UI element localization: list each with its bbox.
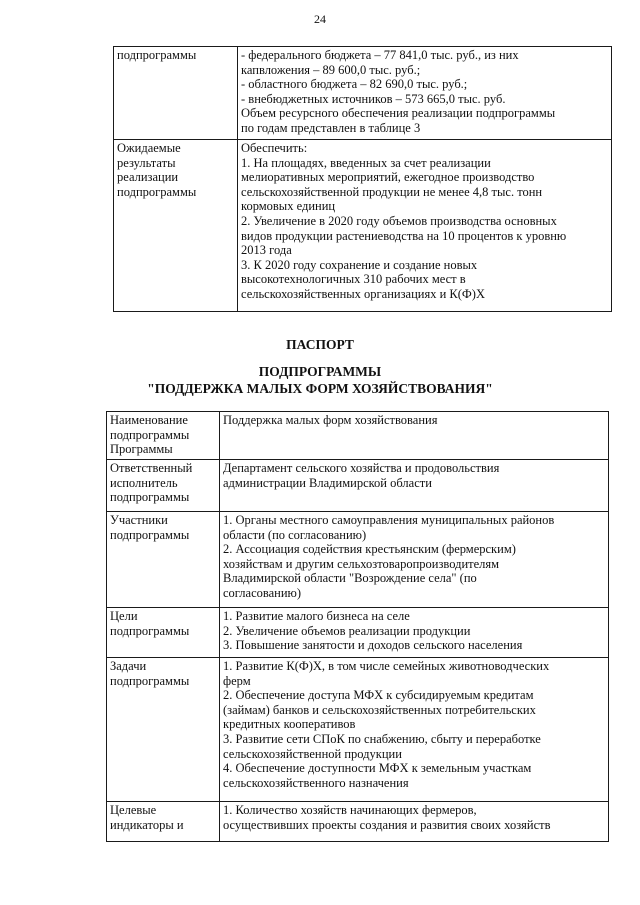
content-line: администрации Владимирской области	[223, 475, 432, 490]
content-line: осуществивших проекты создания и развития своих хозяйств	[223, 817, 551, 832]
label-line: подпрограммы	[117, 184, 197, 199]
row-label	[107, 412, 220, 460]
passport-subtitle-2: "ПОДДЕРЖКА МАЛЫХ ФОРМ ХОЗЯЙСТВОВАНИЯ"	[147, 381, 493, 396]
content-line: 1. Развитие малого бизнеса на селе	[223, 609, 410, 623]
row-label	[107, 802, 220, 842]
row-content	[238, 47, 612, 140]
label-line: результаты	[117, 155, 176, 170]
row-content	[220, 512, 609, 608]
row-content	[220, 608, 609, 658]
content-line: согласованию)	[223, 585, 302, 600]
content-line: сельскохозяйственной продукции	[223, 746, 402, 761]
content-line: мелиоративных мероприятий, ежегодное производство	[241, 170, 535, 185]
label-line: Задачи	[110, 659, 147, 673]
row-content	[220, 658, 609, 802]
content-line: хозяйствам и другим сельхозтоваропроизводителям	[223, 556, 500, 571]
content-line: высокотехнологичных 310 рабочих мест в	[241, 272, 466, 287]
content-line: 2. Увеличение объемов реализации продукции	[223, 623, 471, 638]
label-line: Участники	[110, 513, 168, 527]
content-line: 1. Органы местного самоуправления муниципальных районов	[223, 513, 555, 527]
content-line: 1. На площадях, введенных за счет реализации	[241, 155, 491, 170]
label-line: индикаторы и	[110, 817, 184, 832]
label-line: Ожидаемые	[117, 141, 181, 155]
label-line: Наименование	[110, 413, 188, 427]
program-continuation-table	[113, 46, 612, 312]
label-line: подпрограммы	[110, 527, 190, 542]
content-line: сельскохозяйственной продукции не менее 4,8 тыс. тонн	[241, 184, 543, 199]
content-line: 1. Развитие К(Ф)Х, в том числе семейных животноводческих	[223, 659, 550, 673]
content-line: Объем ресурсного обеспечения реализации подпрограммы	[241, 106, 556, 121]
content-line: 3. К 2020 году сохранение и создание новых	[241, 257, 478, 272]
content-line: области (по согласованию)	[223, 527, 367, 542]
content-line: 3. Повышение занятости и доходов сельского населения	[223, 638, 523, 653]
label-line: исполнитель	[110, 475, 178, 490]
content-line: (займам) банков и сельскохозяйственных потребительских	[223, 702, 536, 717]
page-number: 24	[314, 12, 326, 26]
content-line: видов продукции растениеводства на 10 процентов к уровню	[241, 228, 567, 243]
content-line: Владимирской области "Возрождение села" (по	[223, 571, 477, 586]
label-line: Программы	[110, 442, 173, 457]
label-line: подпрограммы	[117, 48, 197, 62]
passport-subtitle-1: ПОДПРОГРАММЫ	[258, 364, 382, 379]
content-line: по годам представлен в таблице 3	[241, 120, 421, 135]
content-line: - областного бюджета – 82 690,0 тыс. руб.;	[241, 77, 468, 92]
subprogram-passport-table	[106, 411, 609, 842]
row-content	[238, 140, 612, 312]
table-row	[107, 412, 609, 460]
row-content	[220, 412, 609, 460]
content-line: кормовых единиц	[241, 199, 336, 214]
row-label	[107, 608, 220, 658]
table-row	[114, 140, 612, 312]
table-row	[107, 658, 609, 802]
content-line: ферм	[223, 673, 251, 688]
row-content	[220, 802, 609, 842]
table-row	[114, 47, 612, 140]
label-line: подпрограммы	[110, 490, 190, 505]
label-line: Целевые	[110, 803, 157, 817]
table-row	[107, 608, 609, 658]
row-label	[114, 140, 238, 312]
content-line: 2. Увеличение в 2020 году объемов производства основных	[241, 213, 557, 228]
content-line: сельскохозяйственных организациях и К(Ф)Х	[241, 286, 485, 301]
content-line: капвложения – 89 600,0 тыс. руб.;	[241, 62, 421, 77]
row-label	[107, 460, 220, 512]
content-line: сельскохозяйственного назначения	[223, 775, 409, 790]
row-label	[107, 512, 220, 608]
label-line: подпрограммы	[110, 427, 190, 442]
content-line: Обеспечить:	[241, 141, 308, 155]
content-line: Поддержка малых форм хозяйствования	[223, 413, 438, 427]
label-line: реализации	[117, 170, 179, 185]
row-content	[220, 460, 609, 512]
content-line: 2. Обеспечение доступа МФХ к субсидируемым кредитам	[223, 688, 534, 703]
label-line: Цели	[110, 609, 138, 623]
content-line: - внебюджетных источников – 573 665,0 тыс. руб.	[241, 91, 506, 106]
content-line: 3. Развитие сети СПоК по снабжению, сбыту и переработке	[223, 731, 541, 746]
content-line: 2. Ассоциация содействия крестьянским (фермерским)	[223, 542, 516, 557]
label-line: Ответственный	[110, 461, 193, 475]
row-label	[107, 658, 220, 802]
content-line: 2013 года	[241, 243, 292, 258]
table-row	[107, 460, 609, 512]
content-line: - федерального бюджета – 77 841,0 тыс. руб., из них	[241, 48, 519, 62]
content-line: Департамент сельского хозяйства и продовольствия	[223, 461, 500, 475]
content-line: 4. Обеспечение доступности МФХ к земельным участкам	[223, 761, 532, 776]
label-line: подпрограммы	[110, 623, 190, 638]
label-line: подпрограммы	[110, 673, 190, 688]
content-line: 1. Количество хозяйств начинающих фермеров,	[223, 803, 477, 817]
table-row	[107, 802, 609, 842]
passport-title: ПАСПОРТ	[286, 337, 354, 352]
content-line: кредитных кооперативов	[223, 717, 356, 732]
table-row	[107, 512, 609, 608]
row-label	[114, 47, 238, 140]
